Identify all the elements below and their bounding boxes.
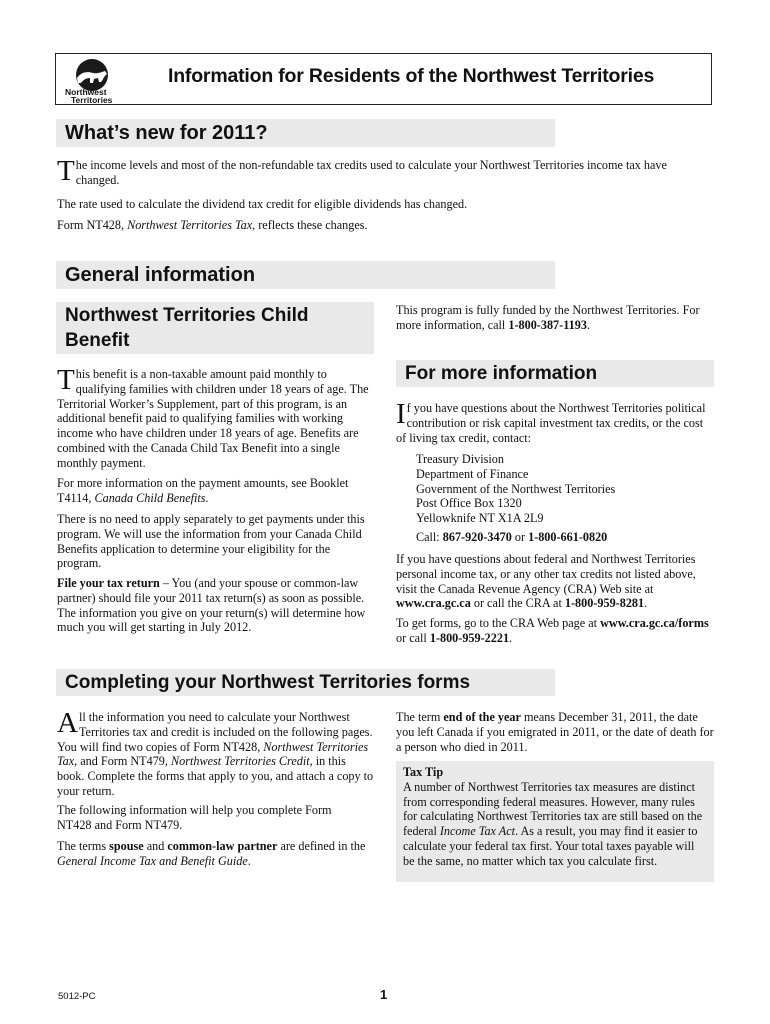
completing-paragraph-3: The terms spouse and common-law partner are defined in the General Income Tax and Benefit Guide.	[57, 839, 366, 868]
subsection-heading-child-benefit: Northwest Territories Child Benefit	[56, 302, 374, 354]
northwest-territories-logo	[63, 58, 119, 104]
completing-paragraph-2: The following information will help you complete Form NT428 and Form NT479.	[57, 803, 332, 832]
section-heading-whats-new: What’s new for 2011?	[56, 119, 555, 147]
whats-new-paragraph-3: Form NT428, Northwest Territories Tax, reflects these changes.	[57, 218, 368, 232]
treasury-phone-line: Call: 867-920-3470 or 1-800-661-0820	[416, 530, 608, 544]
completing-paragraph-1: All the information you need to calculate your Northwest Territories tax and credit is included on the following pages. You will find two copies of Form NT428, Northwest Territories Tax, and Form NT479, Northwest Territories Credit, in this book. Complete the forms that apply to you, and attach a copy to your return.	[57, 707, 374, 798]
child-benefit-paragraph-4: File your tax return – You (and your spouse or common-law partner) should file your 2011 tax return(s) as soon as possible. The information you give on your return(s) will determine how much you will get starting in July 2012.	[57, 576, 366, 635]
cra-forms-link[interactable]: www.cra.gc.ca/forms	[600, 616, 709, 630]
svg-text:Northwest: Northwest	[65, 87, 107, 97]
section-heading-general-information: General information	[56, 261, 555, 289]
treasury-address: Treasury Division Department of Finance Government of the Northwest Territories Post Office Box 1320 Yellowknife NT X1A 2L9	[416, 452, 616, 526]
program-funding-paragraph: This program is fully funded by the Northwest Territories. For more information, call 1-800-387-1193.	[396, 303, 700, 332]
form-code: 5012-PC	[58, 991, 96, 1002]
tax-tip-text: A number of Northwest Territories tax measures are distinct from corresponding federal measures. However, many rules for calculating Northwest Territories tax are still based on the federal Income Tax Act. As a result, you may find it easier to calculate your federal tax first. Your total taxes payable will be the same, no matter which tax you calculate first.	[403, 779, 703, 868]
child-benefit-paragraph-3: There is no need to apply separately to get payments under this program. We will use the information from your Canada Child Benefits application to determine your eligibility for the program.	[57, 512, 365, 571]
tax-tip-box	[396, 761, 714, 882]
child-benefit-paragraph-1: This benefit is a non-taxable amount paid monthly to qualifying families with children under 18 years of age. The Territorial Worker’s Supplement, part of this program, is an additional benefit paid to qualifying families with working income who have children under 18 years of age. Benefits are combined with the Canada Child Tax Benefit into a single monthly payment.	[57, 364, 369, 470]
svg-text:Territories: Territories	[71, 95, 113, 104]
end-of-year-paragraph: The term end of the year means December 31, 2011, the date you left Canada if you emigrated in 2011, or the date of death for a person who died in 2011.	[396, 710, 714, 754]
more-info-paragraph-2: If you have questions about federal and Northwest Territories personal income tax, or any other tax credits not listed above, visit the Canada Revenue Agency (CRA) Web site at www.cra.gc.ca or call the CRA at 1-800-959-8281.	[396, 552, 696, 611]
more-info-paragraph-1: If you have questions about the Northwest Territories political contribution or risk capital investment tax credits, or the cost of living tax credit, contact:	[396, 398, 706, 445]
page-number: 1	[380, 987, 388, 1002]
section-heading-more-information: For more information	[396, 360, 714, 387]
whats-new-paragraph-1: The income levels and most of the non-refundable tax credits used to calculate your Northwest Territories income tax have changed.	[57, 155, 667, 187]
page-title: Information for Residents of the Northwest Territories	[168, 65, 655, 87]
whats-new-paragraph-2: The rate used to calculate the dividend tax credit for eligible dividends has changed.	[57, 197, 468, 211]
section-heading-completing-forms: Completing your Northwest Territories forms	[56, 669, 555, 696]
cra-website-link[interactable]: www.cra.gc.ca	[396, 596, 471, 611]
child-benefit-paragraph-2: For more information on the payment amounts, see Booklet T4114, Canada Child Benefits.	[57, 476, 349, 505]
tax-tip-title: Tax Tip	[403, 765, 444, 779]
more-info-paragraph-3: To get forms, go to the CRA Web page at www.cra.gc.ca/forms or call 1-800-959-2221.	[396, 616, 709, 645]
